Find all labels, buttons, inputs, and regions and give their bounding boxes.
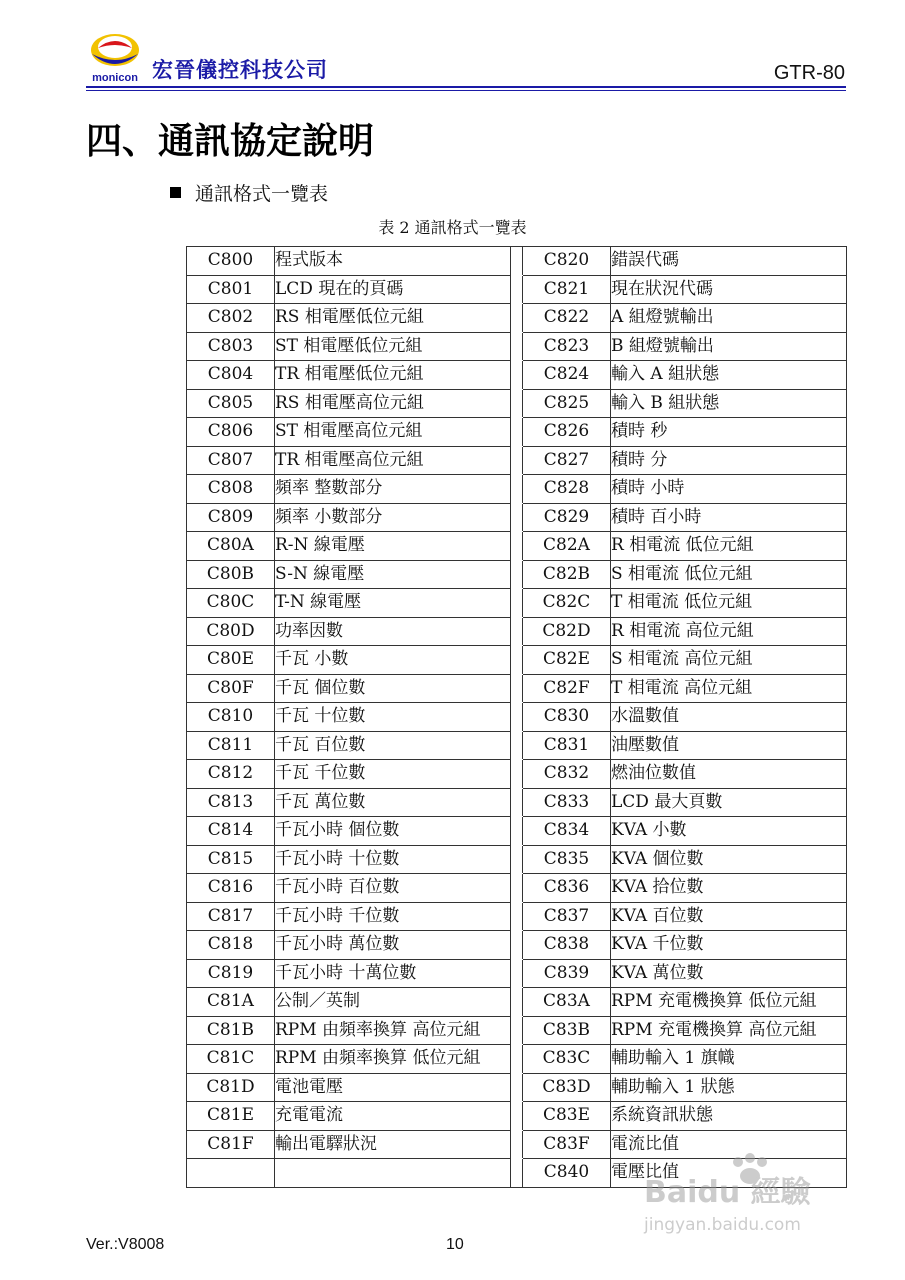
register-desc-right: 水溫數值 <box>611 703 847 732</box>
register-code-right: C82B <box>523 560 611 589</box>
register-code-right: C834 <box>523 817 611 846</box>
column-gap <box>511 845 523 874</box>
table-row <box>187 817 847 846</box>
register-desc-left: R-N 線電壓 <box>275 532 511 561</box>
register-desc-left: RS 相電壓高位元組 <box>275 389 511 418</box>
register-code-right: C831 <box>523 731 611 760</box>
table-row <box>187 389 847 418</box>
baidu-watermark <box>620 1150 850 1245</box>
register-code-right: C837 <box>523 902 611 931</box>
register-code-right: C825 <box>523 389 611 418</box>
register-desc-right: S 相電流 高位元組 <box>611 646 847 675</box>
register-desc-left: RPM 由頻率換算 高位元組 <box>275 1016 511 1045</box>
register-code-right: C832 <box>523 760 611 789</box>
register-code-left: C811 <box>187 731 275 760</box>
register-code-left: C817 <box>187 902 275 931</box>
table-row <box>187 731 847 760</box>
register-desc-right: B 組燈號輸出 <box>611 332 847 361</box>
column-gap <box>511 1159 523 1188</box>
register-code-left <box>187 1159 275 1188</box>
register-desc-right: R 相電流 低位元組 <box>611 532 847 561</box>
register-code-left: C810 <box>187 703 275 732</box>
register-desc-right: A 組燈號輸出 <box>611 304 847 333</box>
register-code-right: C838 <box>523 931 611 960</box>
table-row <box>187 646 847 675</box>
register-desc-left: 千瓦 百位數 <box>275 731 511 760</box>
register-code-right: C830 <box>523 703 611 732</box>
table-row <box>187 361 847 390</box>
table-caption: 表 2 通訊格式一覽表 <box>378 218 527 237</box>
register-desc-left: 電池電壓 <box>275 1073 511 1102</box>
register-desc-right: 電流比值 <box>611 1130 847 1159</box>
register-code-left: C80D <box>187 617 275 646</box>
register-code-left: C802 <box>187 304 275 333</box>
table-row <box>187 1045 847 1074</box>
register-code-left: C80A <box>187 532 275 561</box>
column-gap <box>511 674 523 703</box>
table-row <box>187 1102 847 1131</box>
column-gap <box>511 959 523 988</box>
register-desc-left: 千瓦小時 千位數 <box>275 902 511 931</box>
page-number: 10 <box>446 1236 464 1253</box>
register-code-left: C807 <box>187 446 275 475</box>
register-code-right: C829 <box>523 503 611 532</box>
register-desc-right: KVA 百位數 <box>611 902 847 931</box>
register-code-right: C83F <box>523 1130 611 1159</box>
register-desc-left: 千瓦 小數 <box>275 646 511 675</box>
register-desc-right: RPM 充電機換算 低位元組 <box>611 988 847 1017</box>
register-code-right: C82D <box>523 617 611 646</box>
register-desc-left: TR 相電壓高位元組 <box>275 446 511 475</box>
column-gap <box>511 760 523 789</box>
register-desc-left: 功率因數 <box>275 617 511 646</box>
register-code-left: C81F <box>187 1130 275 1159</box>
register-desc-left: 千瓦小時 十萬位數 <box>275 959 511 988</box>
register-desc-left: TR 相電壓低位元組 <box>275 361 511 390</box>
register-code-left: C803 <box>187 332 275 361</box>
table-row <box>187 788 847 817</box>
register-desc-right: KVA 個位數 <box>611 845 847 874</box>
register-desc-right: 輔助輸入 1 狀態 <box>611 1073 847 1102</box>
register-code-left: C80B <box>187 560 275 589</box>
column-gap <box>511 589 523 618</box>
table-row <box>187 446 847 475</box>
table-row <box>187 475 847 504</box>
header-rule-thin <box>86 90 846 91</box>
register-code-left: C81D <box>187 1073 275 1102</box>
register-desc-right: S 相電流 低位元組 <box>611 560 847 589</box>
register-code-right: C824 <box>523 361 611 390</box>
table-row <box>187 874 847 903</box>
register-code-left: C819 <box>187 959 275 988</box>
footer-version: Ver.:V8008 <box>86 1236 165 1253</box>
column-gap <box>511 532 523 561</box>
table-row <box>187 503 847 532</box>
column-gap <box>511 304 523 333</box>
column-gap <box>511 617 523 646</box>
register-desc-left: RS 相電壓低位元組 <box>275 304 511 333</box>
register-code-right: C823 <box>523 332 611 361</box>
watermark-brand: Baidu 經驗 <box>644 1175 811 1210</box>
column-gap <box>511 1102 523 1131</box>
register-code-left: C806 <box>187 418 275 447</box>
register-desc-left: ST 相電壓高位元組 <box>275 418 511 447</box>
column-gap <box>511 361 523 390</box>
register-code-left: C80E <box>187 646 275 675</box>
register-desc-left: 千瓦小時 百位數 <box>275 874 511 903</box>
model-number: GTR-80 <box>773 62 845 84</box>
register-code-right: C836 <box>523 874 611 903</box>
table-row <box>187 418 847 447</box>
column-gap <box>511 1045 523 1074</box>
watermark-url: jingyan.baidu.com <box>644 1215 801 1235</box>
register-desc-left: 千瓦小時 個位數 <box>275 817 511 846</box>
register-desc-right: LCD 最大頁數 <box>611 788 847 817</box>
column-gap <box>511 731 523 760</box>
register-desc-left: 公制／英制 <box>275 988 511 1017</box>
section-title: 四、通訊協定說明 <box>86 120 375 162</box>
register-code-left: C80C <box>187 589 275 618</box>
register-desc-left: LCD 現在的頁碼 <box>275 275 511 304</box>
register-desc-right: 現在狀況代碼 <box>611 275 847 304</box>
column-gap <box>511 1073 523 1102</box>
register-desc-right: T 相電流 高位元組 <box>611 674 847 703</box>
column-gap <box>511 788 523 817</box>
register-desc-right: 錯誤代碼 <box>611 247 847 276</box>
register-desc-right: 積時 百小時 <box>611 503 847 532</box>
register-desc-left: 充電電流 <box>275 1102 511 1131</box>
column-gap <box>511 560 523 589</box>
column-gap <box>511 931 523 960</box>
register-code-right: C83A <box>523 988 611 1017</box>
table-row <box>187 247 847 276</box>
column-gap <box>511 646 523 675</box>
register-code-right: C822 <box>523 304 611 333</box>
register-desc-left: 千瓦 千位數 <box>275 760 511 789</box>
table-row <box>187 674 847 703</box>
register-code-right: C833 <box>523 788 611 817</box>
register-code-right: C827 <box>523 446 611 475</box>
table-row <box>187 1016 847 1045</box>
table-row <box>187 304 847 333</box>
table-row <box>187 760 847 789</box>
register-desc-right: R 相電流 高位元組 <box>611 617 847 646</box>
company-name: 宏晉儀控科技公司 <box>152 58 328 82</box>
register-desc-right: KVA 千位數 <box>611 931 847 960</box>
register-code-left: C81B <box>187 1016 275 1045</box>
register-desc-left: T-N 線電壓 <box>275 589 511 618</box>
register-code-right: C82C <box>523 589 611 618</box>
register-code-right: C820 <box>523 247 611 276</box>
column-gap <box>511 1016 523 1045</box>
logo-wordmark: monicon <box>92 72 138 84</box>
table-row <box>187 845 847 874</box>
column-gap <box>511 446 523 475</box>
register-desc-right: 燃油位數值 <box>611 760 847 789</box>
register-desc-left: RPM 由頻率換算 低位元組 <box>275 1045 511 1074</box>
register-code-left: C80F <box>187 674 275 703</box>
page-header <box>0 0 905 95</box>
register-code-left: C808 <box>187 475 275 504</box>
register-code-left: C801 <box>187 275 275 304</box>
register-desc-right: 系統資訊狀態 <box>611 1102 847 1131</box>
table-row <box>187 988 847 1017</box>
register-code-right: C83D <box>523 1073 611 1102</box>
table-row <box>187 589 847 618</box>
register-desc-right: RPM 充電機換算 高位元組 <box>611 1016 847 1045</box>
register-code-right: C828 <box>523 475 611 504</box>
register-desc-right: 油壓數值 <box>611 731 847 760</box>
register-code-left: C814 <box>187 817 275 846</box>
register-code-left: C813 <box>187 788 275 817</box>
table-row <box>187 617 847 646</box>
table-row <box>187 931 847 960</box>
square-bullet-icon <box>170 187 181 198</box>
register-code-left: C816 <box>187 874 275 903</box>
register-desc-right: 積時 分 <box>611 446 847 475</box>
register-code-right: C839 <box>523 959 611 988</box>
register-code-left: C800 <box>187 247 275 276</box>
column-gap <box>511 1130 523 1159</box>
register-code-right: C82F <box>523 674 611 703</box>
register-desc-right: 積時 秒 <box>611 418 847 447</box>
bullet-item <box>170 179 328 206</box>
table-row <box>187 332 847 361</box>
monicon-logo <box>86 30 144 84</box>
table-row <box>187 959 847 988</box>
register-code-right: C840 <box>523 1159 611 1188</box>
register-code-left: C81E <box>187 1102 275 1131</box>
register-desc-right: KVA 小數 <box>611 817 847 846</box>
register-desc-left: S-N 線電壓 <box>275 560 511 589</box>
register-desc-left: 千瓦小時 萬位數 <box>275 931 511 960</box>
column-gap <box>511 503 523 532</box>
register-code-right: C835 <box>523 845 611 874</box>
register-desc-right: KVA 拾位數 <box>611 874 847 903</box>
register-desc-left: 輸出電驛狀況 <box>275 1130 511 1159</box>
column-gap <box>511 703 523 732</box>
register-code-right: C82A <box>523 532 611 561</box>
register-code-left: C815 <box>187 845 275 874</box>
column-gap <box>511 275 523 304</box>
protocol-table <box>186 246 847 1188</box>
register-desc-right: 電壓比值 <box>611 1159 847 1188</box>
column-gap <box>511 389 523 418</box>
bullet-text: 通訊格式一覽表 <box>195 183 329 205</box>
register-desc-left <box>275 1159 511 1188</box>
register-code-right: C83B <box>523 1016 611 1045</box>
register-desc-left: 頻率 整數部分 <box>275 475 511 504</box>
column-gap <box>511 988 523 1017</box>
column-gap <box>511 902 523 931</box>
column-gap <box>511 475 523 504</box>
register-code-right: C826 <box>523 418 611 447</box>
table-row <box>187 703 847 732</box>
register-desc-left: 千瓦 萬位數 <box>275 788 511 817</box>
register-code-left: C805 <box>187 389 275 418</box>
register-code-right: C83E <box>523 1102 611 1131</box>
register-desc-right: 輔助輸入 1 旗幟 <box>611 1045 847 1074</box>
column-gap <box>511 418 523 447</box>
register-code-left: C81A <box>187 988 275 1017</box>
register-desc-left: 千瓦 十位數 <box>275 703 511 732</box>
table-row <box>187 275 847 304</box>
register-code-left: C818 <box>187 931 275 960</box>
register-code-right: C82E <box>523 646 611 675</box>
table-row <box>187 560 847 589</box>
header-rule <box>86 86 846 88</box>
column-gap <box>511 332 523 361</box>
register-desc-right: 輸入 A 組狀態 <box>611 361 847 390</box>
register-code-left: C812 <box>187 760 275 789</box>
table-row <box>187 902 847 931</box>
register-desc-left: 程式版本 <box>275 247 511 276</box>
table-row <box>187 532 847 561</box>
column-gap <box>511 817 523 846</box>
register-code-left: C804 <box>187 361 275 390</box>
table-row <box>187 1073 847 1102</box>
register-code-left: C81C <box>187 1045 275 1074</box>
register-code-right: C821 <box>523 275 611 304</box>
column-gap <box>511 874 523 903</box>
register-desc-left: 頻率 小數部分 <box>275 503 511 532</box>
register-desc-left: 千瓦 個位數 <box>275 674 511 703</box>
column-gap <box>511 247 523 276</box>
register-desc-right: KVA 萬位數 <box>611 959 847 988</box>
register-desc-right: 積時 小時 <box>611 475 847 504</box>
register-desc-left: 千瓦小時 十位數 <box>275 845 511 874</box>
register-desc-right: T 相電流 低位元組 <box>611 589 847 618</box>
register-code-left: C809 <box>187 503 275 532</box>
register-desc-left: ST 相電壓低位元組 <box>275 332 511 361</box>
register-desc-right: 輸入 B 組狀態 <box>611 389 847 418</box>
register-code-right: C83C <box>523 1045 611 1074</box>
